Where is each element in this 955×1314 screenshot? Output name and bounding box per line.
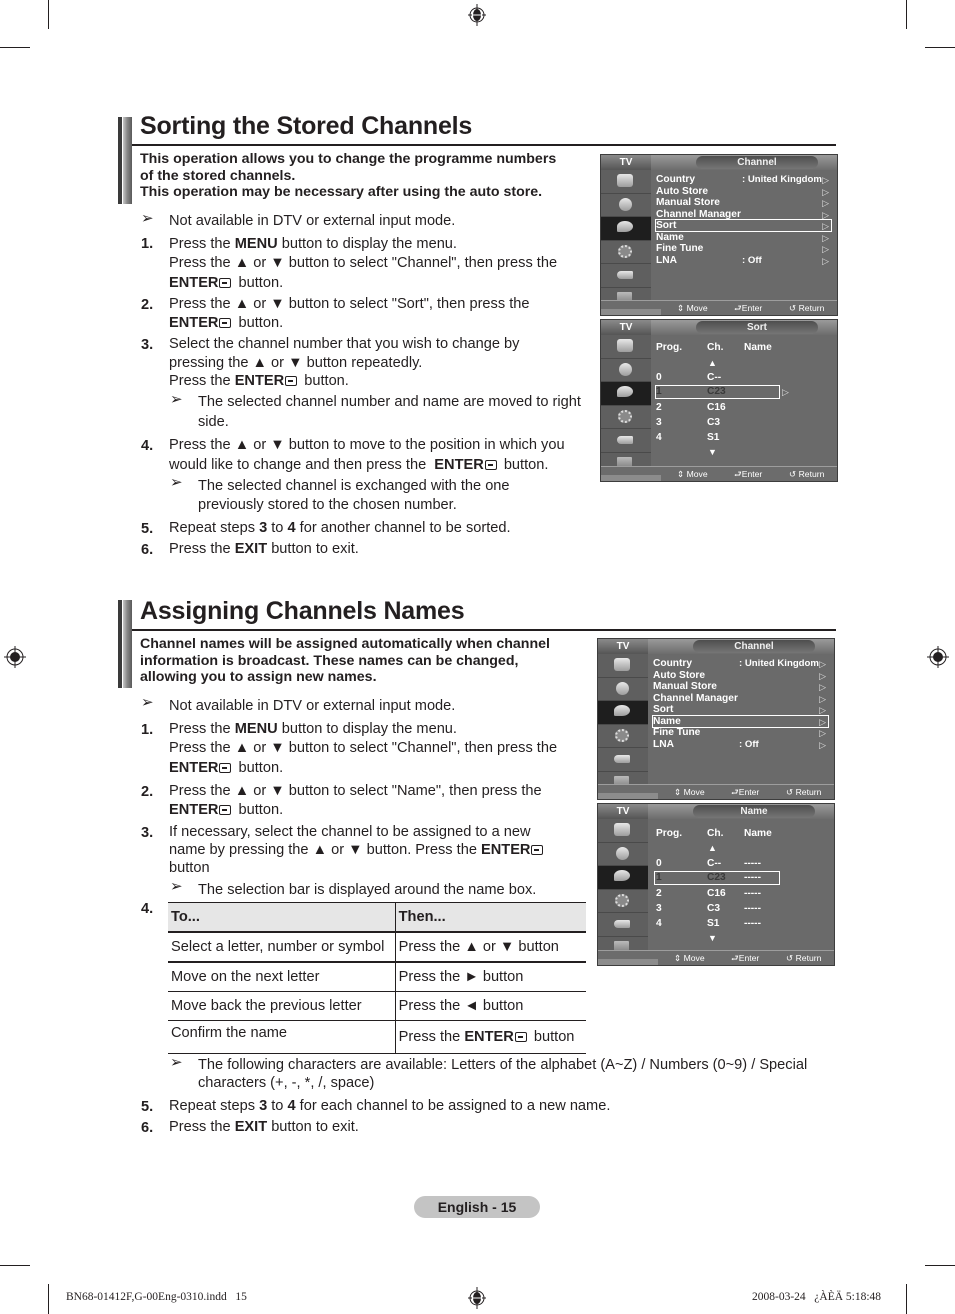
enter-icon <box>219 763 231 773</box>
step-number: 3. <box>141 337 154 353</box>
note-text: The selected channel is exchanged with the one <box>198 478 510 494</box>
osd-tv-label: TV <box>598 804 648 819</box>
osd-menu-value: : United Kingdom <box>742 174 822 185</box>
chevron-right-icon: ▷ <box>822 221 829 231</box>
chevron-right-icon: ▷ <box>819 693 826 704</box>
osd-row-ch: C16 <box>707 888 726 899</box>
note-text: The selected channel number and name are moved to right <box>198 394 581 410</box>
table-header-cell: To... <box>168 903 395 933</box>
step-number: 1. <box>141 722 154 738</box>
osd-hint-enter: ⮐Enter <box>731 953 760 963</box>
print-timestamp: 2008-03-24 ¿ÀÈÄ 5:18:48 <box>752 1291 882 1303</box>
picture-icon <box>598 819 648 843</box>
step-number: 2. <box>141 297 154 313</box>
note-arrow-icon: ➢ <box>170 391 183 408</box>
osd-hint-enter: ⮐Enter <box>731 787 760 797</box>
chevron-right-icon: ▷ <box>819 682 826 692</box>
name-edit-table <box>168 902 586 1054</box>
osd-row-name-selected[interactable]: ----- <box>744 872 761 883</box>
osd-menu-item[interactable]: Fine Tune <box>653 727 701 738</box>
chevron-right-icon: ▷ <box>819 716 826 727</box>
enter-icon <box>285 376 297 386</box>
osd-menu-title: Name <box>693 805 815 818</box>
osd-menu-title: Channel <box>693 640 815 653</box>
sound-icon <box>598 678 648 702</box>
table-cell: Move on the next letter <box>168 962 395 992</box>
chevron-right-icon: ▷ <box>822 232 829 243</box>
enter-icon <box>219 805 231 815</box>
osd-hint-move: ⇕ Move <box>677 303 708 313</box>
osd-menu-item[interactable]: Auto Store <box>656 185 709 197</box>
crop-mark <box>906 1284 907 1314</box>
table-cell: Press the ◄ button <box>395 992 586 1021</box>
step-text: Press the ▲ or ▼ button to select "Channel", then press the <box>169 255 558 271</box>
osd-menu-value: : Off <box>739 739 759 750</box>
table-cell: Press the ENTER button <box>395 1021 586 1054</box>
column-header: Name <box>744 342 772 353</box>
osd-menu-value: : United Kingdom <box>739 658 819 669</box>
table-cell: Confirm the name <box>168 1021 395 1054</box>
osd-row-prog: 3 <box>656 903 662 914</box>
osd-tv-label: TV <box>598 639 648 654</box>
step-text: would like to change and then press the ENTER button. <box>169 457 549 473</box>
step-text: ENTER button. <box>169 802 284 818</box>
note-arrow-icon: ➢ <box>170 474 183 491</box>
step-text: Press the MENU button to display the menu. <box>169 236 457 252</box>
setup-icon <box>598 890 648 914</box>
osd-row-prog-selected[interactable]: 1 <box>656 386 662 397</box>
chevron-right-icon: ▷ <box>819 705 826 715</box>
note-text: The following characters are available: Letters of the alphabet (A~Z) / Numbers (0~9) / Special <box>198 1057 808 1073</box>
step-text: name by pressing the ▲ or ▼ button. Press the ENTER <box>169 841 546 860</box>
crop-mark <box>925 47 955 48</box>
osd-tv-label: TV <box>601 155 651 170</box>
chevron-right-icon: ▷ <box>822 198 829 208</box>
note-text: Not available in DTV or external input mode. <box>169 213 456 229</box>
osd-row-prog: 3 <box>656 417 662 428</box>
osd-menu-item[interactable]: Name <box>656 231 684 243</box>
step-text: Press the EXIT button to exit. <box>169 541 359 557</box>
osd-channel-menu-name <box>597 638 835 800</box>
chevron-right-icon: ▷ <box>822 244 829 254</box>
input-icon <box>598 913 648 937</box>
step-text: Press the ▲ or ▼ button to select "Sort", then press the <box>169 296 530 312</box>
osd-row-ch: C3 <box>707 903 721 914</box>
note-text: side. <box>198 414 229 430</box>
chevron-right-icon: ▷ <box>822 186 829 197</box>
table-row <box>168 962 586 992</box>
step-text: ENTER button. <box>169 760 284 776</box>
column-header: Prog. <box>656 828 683 839</box>
chevron-right-icon: ▷ <box>819 728 826 738</box>
chevron-right-icon: ▷ <box>819 670 826 681</box>
step-text: Select the channel number that you wish to change by <box>169 336 520 352</box>
osd-icon-sidebar <box>601 170 651 301</box>
section-title-sorting: Sorting the Stored Channels <box>140 112 473 140</box>
setup-icon <box>601 241 651 265</box>
osd-icon-sidebar <box>598 819 648 951</box>
enter-icon <box>531 845 543 855</box>
step-text: If necessary, select the channel to be assigned to a new <box>169 824 531 840</box>
scroll-down-icon[interactable]: ▼ <box>708 447 717 457</box>
osd-row-ch-selected[interactable]: C23 <box>707 386 726 397</box>
section-title-naming: Assigning Channels Names <box>140 597 465 625</box>
osd-row-ch: S1 <box>707 432 720 443</box>
step-text: Press the ▲ or ▼ button to select "Channel", then press the <box>169 740 558 756</box>
step-number: 1. <box>141 236 154 252</box>
note-text: characters (+, -, *, /, space) <box>198 1075 375 1091</box>
osd-row-ch: C-- <box>707 372 722 383</box>
osd-row-name: ----- <box>744 858 761 869</box>
crop-mark <box>48 0 49 29</box>
osd-row-ch-selected[interactable]: C23 <box>707 872 726 883</box>
osd-menu-item[interactable]: Country <box>656 174 696 185</box>
osd-menu-item[interactable]: LNA <box>653 739 674 750</box>
osd-row-name: ----- <box>744 888 761 899</box>
osd-menu-item[interactable]: Channel Manager <box>653 692 738 704</box>
osd-hint-return: ↺ Return <box>786 953 822 963</box>
crop-mark <box>0 1265 30 1266</box>
osd-menu-item[interactable]: Channel Manager <box>656 208 741 220</box>
step-text: ENTER button. <box>169 275 284 291</box>
osd-menu-item[interactable]: Country <box>653 658 693 669</box>
osd-menu-title: Channel <box>696 156 818 169</box>
step-number: 4. <box>141 901 154 917</box>
osd-row-name: ----- <box>744 918 761 929</box>
column-header: Name <box>744 828 772 839</box>
step-number: 6. <box>141 1120 154 1136</box>
osd-hint-return: ↺ Return <box>789 303 825 313</box>
osd-hint-move: ⇕ Move <box>674 953 705 963</box>
table-cell: Press the ▲ or ▼ button <box>395 932 586 962</box>
osd-menu-item[interactable]: Manual Store <box>653 681 717 692</box>
osd-row-name: ----- <box>744 903 761 914</box>
osd-menu-item[interactable]: Auto Store <box>653 669 706 681</box>
chevron-right-icon: ▷ <box>822 256 829 266</box>
step-text: Press the ▲ or ▼ button to move to the position in which you <box>169 437 565 453</box>
chevron-right-icon: ▷ <box>782 387 789 397</box>
input-icon <box>601 264 651 288</box>
note-text: Not available in DTV or external input mode. <box>169 698 456 714</box>
column-header: Ch. <box>707 342 724 353</box>
registration-mark-icon <box>466 4 488 26</box>
picture-icon <box>601 170 651 194</box>
osd-menu-item[interactable]: Fine Tune <box>656 243 704 254</box>
chevron-right-icon: ▷ <box>822 209 829 220</box>
osd-row-prog: 0 <box>656 858 662 869</box>
step-number: 6. <box>141 542 154 558</box>
osd-selection-highlight <box>655 219 832 232</box>
registration-mark-icon <box>927 646 949 668</box>
table-header-row <box>168 903 586 933</box>
osd-menu-item[interactable]: LNA <box>656 255 677 266</box>
crop-mark <box>925 1265 955 1266</box>
chevron-right-icon: ▷ <box>822 175 829 185</box>
osd-icon-sidebar <box>598 654 648 785</box>
registration-mark-icon <box>4 646 26 668</box>
osd-row-prog-selected[interactable]: 1 <box>656 872 662 883</box>
osd-menu-item[interactable]: Sort <box>653 704 674 715</box>
osd-row-ch: C3 <box>707 417 721 428</box>
osd-hint-return: ↺ Return <box>786 787 822 797</box>
osd-row-prog: 0 <box>656 372 662 383</box>
step-number: 5. <box>141 521 154 537</box>
osd-name-screen <box>597 803 835 966</box>
step-number: 2. <box>141 784 154 800</box>
note-arrow-icon: ➢ <box>141 694 154 711</box>
step-text: button <box>169 860 210 876</box>
step-text: Press the ENTER button. <box>169 373 349 389</box>
section-intro: This operation allows you to change the programme numbers of the stored channels. This operation may be necessary after using the auto store. <box>140 151 557 200</box>
osd-menu-item-selected[interactable]: Name <box>653 715 681 727</box>
input-icon <box>598 748 648 772</box>
note-text: previously stored to the chosen number. <box>198 497 457 513</box>
step-text: Press the EXIT button to exit. <box>169 1119 359 1135</box>
sound-icon <box>598 843 648 867</box>
input-icon <box>601 429 651 453</box>
page-number-badge: English - 15 <box>414 1196 540 1218</box>
crop-mark <box>906 0 907 29</box>
scroll-up-icon[interactable]: ▲ <box>708 358 717 368</box>
step-number: 3. <box>141 825 154 841</box>
channel-icon <box>601 217 651 241</box>
section-bar <box>118 600 132 688</box>
section-rule <box>132 629 836 631</box>
osd-icon-sidebar <box>601 335 651 467</box>
scroll-down-icon[interactable]: ▼ <box>708 933 717 943</box>
enter-icon <box>515 1032 527 1042</box>
osd-menu-item[interactable]: Manual Store <box>656 197 720 208</box>
channel-icon <box>598 701 648 725</box>
osd-hint-return: ↺ Return <box>789 469 825 479</box>
osd-row-prog: 2 <box>656 888 662 899</box>
table-cell: Move back the previous letter <box>168 992 395 1021</box>
osd-menu-value: : Off <box>742 255 762 266</box>
osd-sort-screen <box>600 319 838 482</box>
section-bar <box>118 117 132 204</box>
step-number: 4. <box>141 438 154 454</box>
note-arrow-icon: ➢ <box>141 210 154 227</box>
picture-icon <box>598 654 648 678</box>
osd-channel-menu-sort <box>600 154 838 316</box>
table-cell: Select a letter, number or symbol <box>168 932 395 962</box>
chevron-right-icon: ▷ <box>819 740 826 750</box>
section-intro: Channel names will be assigned automatically when channel information is broadcast. These names can be changed, allowing you to assign new names. <box>140 636 550 685</box>
osd-row-ch: C-- <box>707 858 722 869</box>
osd-row-ch: C16 <box>707 402 726 413</box>
note-arrow-icon: ➢ <box>170 878 183 895</box>
note-text: The selection bar is displayed around the name box. <box>198 882 537 898</box>
step-number: 5. <box>141 1099 154 1115</box>
table-row <box>168 932 586 962</box>
osd-hint-move: ⇕ Move <box>677 469 708 479</box>
column-header: Prog. <box>656 342 683 353</box>
column-header: Ch. <box>707 828 724 839</box>
channel-icon <box>598 866 648 890</box>
enter-icon <box>219 318 231 328</box>
sound-icon <box>601 359 651 383</box>
step-text: Repeat steps 3 to 4 for each channel to be assigned to a new name. <box>169 1098 611 1114</box>
table-row <box>168 1021 586 1054</box>
setup-icon <box>598 725 648 749</box>
osd-row-prog: 2 <box>656 402 662 413</box>
osd-row-prog: 4 <box>656 918 662 929</box>
table-cell: Press the ► button <box>395 962 586 992</box>
osd-row-prog: 4 <box>656 432 662 443</box>
osd-hint-move: ⇕ Move <box>674 787 705 797</box>
step-text: Press the MENU button to display the menu. <box>169 721 457 737</box>
osd-menu-title: Sort <box>696 321 818 334</box>
note-arrow-icon: ➢ <box>170 1054 183 1071</box>
section-rule <box>132 144 836 146</box>
setup-icon <box>601 406 651 430</box>
step-text: Repeat steps 3 to 4 for another channel to be sorted. <box>169 520 511 536</box>
chevron-right-icon: ▷ <box>819 659 826 669</box>
sound-icon <box>601 194 651 218</box>
table-row <box>168 992 586 1021</box>
picture-icon <box>601 335 651 359</box>
step-text: Press the ▲ or ▼ button to select "Name", then press the <box>169 783 542 799</box>
table-header-cell: Then... <box>395 903 586 933</box>
registration-mark-icon <box>466 1287 488 1309</box>
osd-row-ch: S1 <box>707 918 720 929</box>
crop-mark <box>0 47 30 48</box>
step-text: pressing the ▲ or ▼ button repeatedly. <box>169 355 423 371</box>
enter-icon <box>485 460 497 470</box>
scroll-up-icon[interactable]: ▲ <box>708 843 717 853</box>
osd-tv-label: TV <box>601 320 651 335</box>
osd-hint-enter: ⮐Enter <box>734 303 763 313</box>
crop-mark <box>48 1284 49 1314</box>
osd-menu-item-selected[interactable]: Sort <box>656 220 677 231</box>
step-text: ENTER button. <box>169 315 284 331</box>
osd-hint-enter: ⮐Enter <box>734 469 763 479</box>
file-slug: BN68-01412F,G-00Eng-0310.indd 15 <box>66 1291 247 1303</box>
enter-icon <box>219 278 231 288</box>
channel-icon <box>601 382 651 406</box>
